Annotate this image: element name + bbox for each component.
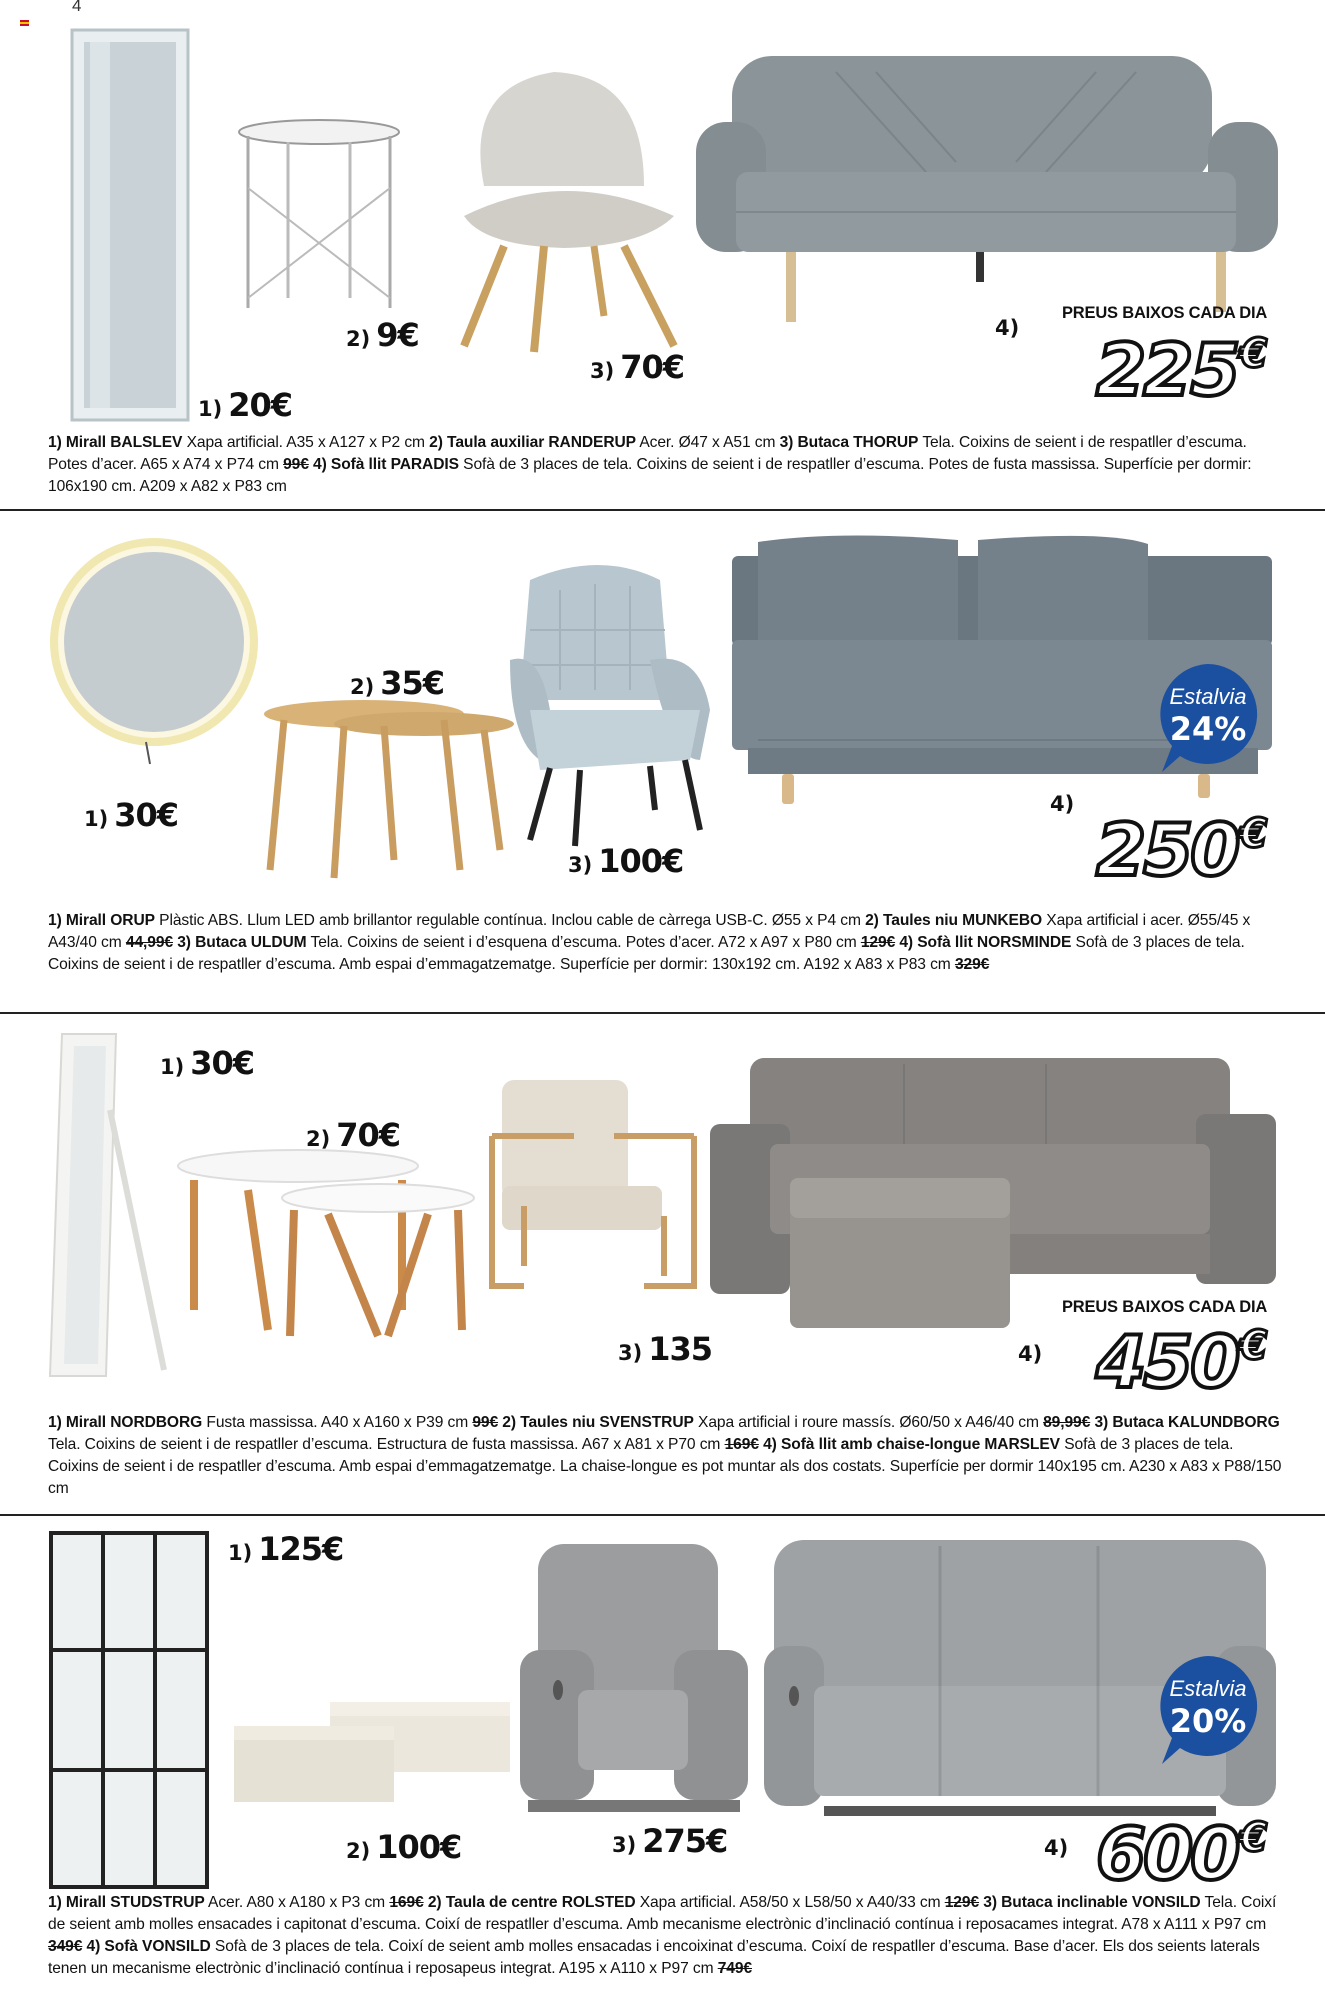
product-name: 3) Butaca inclinable VONSILD xyxy=(983,1894,1201,1911)
item-4-number: 4) xyxy=(995,316,1020,340)
product-image-mirror-nordborg xyxy=(46,1030,170,1380)
product-image-sofa-paradis xyxy=(696,52,1278,328)
old-price: 99€ xyxy=(472,1414,499,1431)
description-text: Tela. Coixí de seient amb molles ensacades i capitonat d’escuma. Coixí de respatller d’escuma. Amb mecanisme electrònic d’inclinació contínua i reposacames integrat. A78 x A111 x P97 cm xyxy=(48,1894,1277,1933)
product-image-mirror-orup xyxy=(46,536,262,766)
flag-icon xyxy=(20,20,29,26)
product-name: 3) Butaca KALUNDBORG xyxy=(1094,1414,1280,1431)
description-text: Xapa artificial. A58/50 x L58/50 x A40/33 cm xyxy=(635,1894,945,1911)
price-item-1: 1) 125€ xyxy=(228,1530,344,1568)
product-name: 2) Taules niu SVENSTRUP xyxy=(502,1414,694,1431)
item-4-number: 4) xyxy=(1044,1836,1069,1860)
product-name: 1) Mirall STUDSTRUP xyxy=(48,1894,205,1911)
description-text: Sofà de 3 places de tela. Coixins de seient i de respatller d’escuma. Potes de fusta massissa. Superfície per dormir: 106x190 cm. A209 x A82 x P83 cm xyxy=(48,456,1252,495)
description-text: Tela. Coixins de seient i de respatller d’escuma. Estructura de fusta massissa. A67 x A81 x P70 cm xyxy=(48,1436,725,1453)
product-name: 4) Sofà llit amb chaise-longue MARSLEV xyxy=(763,1436,1060,1453)
product-name: 2) Taules niu MUNKEBO xyxy=(865,912,1043,929)
product-description xyxy=(48,910,1288,976)
big-price-sofa: 450€ xyxy=(1096,1320,1265,1404)
svg-text:Estalvia: Estalvia xyxy=(1169,684,1247,709)
price-item-2: 2) 9€ xyxy=(346,316,419,354)
product-name: 4) Sofà llit PARADIS xyxy=(313,456,459,473)
description-text: Sofà de 3 places de tela. Coixí de seient amb molles ensacadas i encoixinat d’escuma. Coixí de respatller d’escuma. Base d’acer. Els dos seients laterals tenen un mecanisme electrònic d’inclinació contínua i reposapeus integrat. A195 x A110 x P97 cm xyxy=(48,1938,1260,1977)
product-name: 4) Sofà llit NORSMINDE xyxy=(899,934,1072,951)
price-item-1: 1) 30€ xyxy=(160,1044,255,1082)
price-item-2: 2) 70€ xyxy=(306,1116,401,1154)
product-name: 1) Mirall ORUP xyxy=(48,912,155,929)
page-number: 4 xyxy=(72,0,82,15)
product-description xyxy=(48,432,1288,498)
old-price: 99€ xyxy=(283,456,309,473)
price-item-3: 3) 70€ xyxy=(590,348,685,386)
daily-low-prices-label: PREUS BAIXOS CADA DIA xyxy=(1062,1298,1268,1316)
product-name: 1) Mirall NORDBORG xyxy=(48,1414,203,1431)
old-price: 169€ xyxy=(724,1436,759,1453)
product-image-tables-svenstrup xyxy=(178,1150,478,1340)
svg-text:24%: 24% xyxy=(1169,710,1247,748)
description-text: Tela. Coixins de seient i d’esquena d’escuma. Potes d’acer. A72 x A97 x P80 cm xyxy=(306,934,861,951)
section-divider xyxy=(0,1012,1325,1014)
price-item-3: 3) 275€ xyxy=(612,1822,728,1860)
item-4-number: 4) xyxy=(1018,1342,1043,1366)
old-price: 129€ xyxy=(860,934,896,951)
product-name: 2) Taula de centre ROLSTED xyxy=(427,1894,636,1911)
price-item-2: 2) 35€ xyxy=(350,664,445,702)
description-text: Sofà de 3 places de tela. Coixins de seient i de respatller d’escuma. Amb espai d’emmagatzematge. Superfície per dormir: 130x192 cm. A192 x A83 x P83 cm xyxy=(48,934,1245,973)
svg-text:20%: 20% xyxy=(1169,1702,1247,1740)
product-description xyxy=(48,1412,1288,1500)
description-text: Xapa artificial i acer. Ø55/45 x A43/40 cm xyxy=(48,912,1251,951)
product-image-table-rolsted xyxy=(230,1700,514,1806)
product-image-recliner-vonsild xyxy=(518,1540,750,1820)
old-price: 349€ xyxy=(48,1938,83,1955)
product-name: 3) Butaca THORUP xyxy=(779,434,919,451)
savings-badge xyxy=(1154,1652,1262,1760)
old-price: 169€ xyxy=(389,1894,424,1911)
product-image-mirror-studstrup xyxy=(48,1530,210,1890)
product-name: 2) Taula auxiliar RANDERUP xyxy=(429,434,636,451)
big-price-sofa: 600€ xyxy=(1096,1812,1265,1896)
product-image-tables-munkebo xyxy=(254,700,516,882)
description-text: Acer. A80 x A180 x P3 cm xyxy=(204,1894,390,1911)
product-image-armchair-thorup xyxy=(444,66,684,356)
product-image-armchair-kalundborg xyxy=(484,1076,706,1296)
daily-low-prices-label: PREUS BAIXOS CADA DIA xyxy=(1062,304,1268,322)
price-item-2: 2) 100€ xyxy=(346,1828,462,1866)
big-price-sofa: 225€ xyxy=(1096,328,1265,412)
description-text: Xapa artificial. A35 x A127 x P2 cm xyxy=(182,434,430,451)
price-item-3: 3) 100€ xyxy=(568,842,684,880)
description-text: Acer. Ø47 x A51 cm xyxy=(635,434,780,451)
product-name: 4) Sofà VONSILD xyxy=(86,1938,211,1955)
old-price: 749€ xyxy=(717,1960,753,1977)
section-divider xyxy=(0,509,1325,511)
old-price: 129€ xyxy=(944,1894,980,1911)
item-4-number: 4) xyxy=(1050,792,1075,816)
product-image-sofa-marslev xyxy=(710,1054,1276,1334)
product-image-armchair-uldum xyxy=(500,560,720,850)
product-description xyxy=(48,1892,1288,1980)
description-text: Plàstic ABS. Llum LED amb brillantor regulable contínua. Inclou cable de càrrega USB-C. Ø55 x P4 cm xyxy=(154,912,866,929)
savings-badge xyxy=(1154,660,1262,768)
description-text: Xapa artificial i roure massís. Ø60/50 x A46/40 cm xyxy=(693,1414,1044,1431)
old-price: 329€ xyxy=(954,956,990,973)
description-text: Fusta massissa. A40 x A160 x P39 cm xyxy=(202,1414,473,1431)
description-text: Tela. Coixins de seient i de respatller d’escuma. Potes d’acer. A65 x A74 x P74 cm xyxy=(48,434,1247,473)
price-item-1: 1) 20€ xyxy=(198,386,293,424)
product-image-mirror-balslev xyxy=(66,26,194,426)
old-price: 44,99€ xyxy=(125,934,173,951)
price-item-3: 3) 135 xyxy=(618,1330,713,1368)
old-price: 89,99€ xyxy=(1043,1414,1091,1431)
product-name: 3) Butaca ULDUM xyxy=(177,934,307,951)
price-item-1: 1) 30€ xyxy=(84,796,179,834)
description-text: Sofà de 3 places de tela. Coixins de seient i de respatller d’escuma. Amb espai d’emmagatzematge. La chaise-longue es pot muntar als dos costats. Superfície per dormir 140x195 cm. A230 x A83 x P88/150 cm xyxy=(48,1436,1282,1497)
section-divider xyxy=(0,1514,1325,1516)
big-price-sofa: 250€ xyxy=(1096,808,1265,892)
product-name: 1) Mirall BALSLEV xyxy=(48,434,183,451)
product-image-table-randerup xyxy=(234,118,404,316)
svg-text:Estalvia: Estalvia xyxy=(1169,1676,1247,1701)
